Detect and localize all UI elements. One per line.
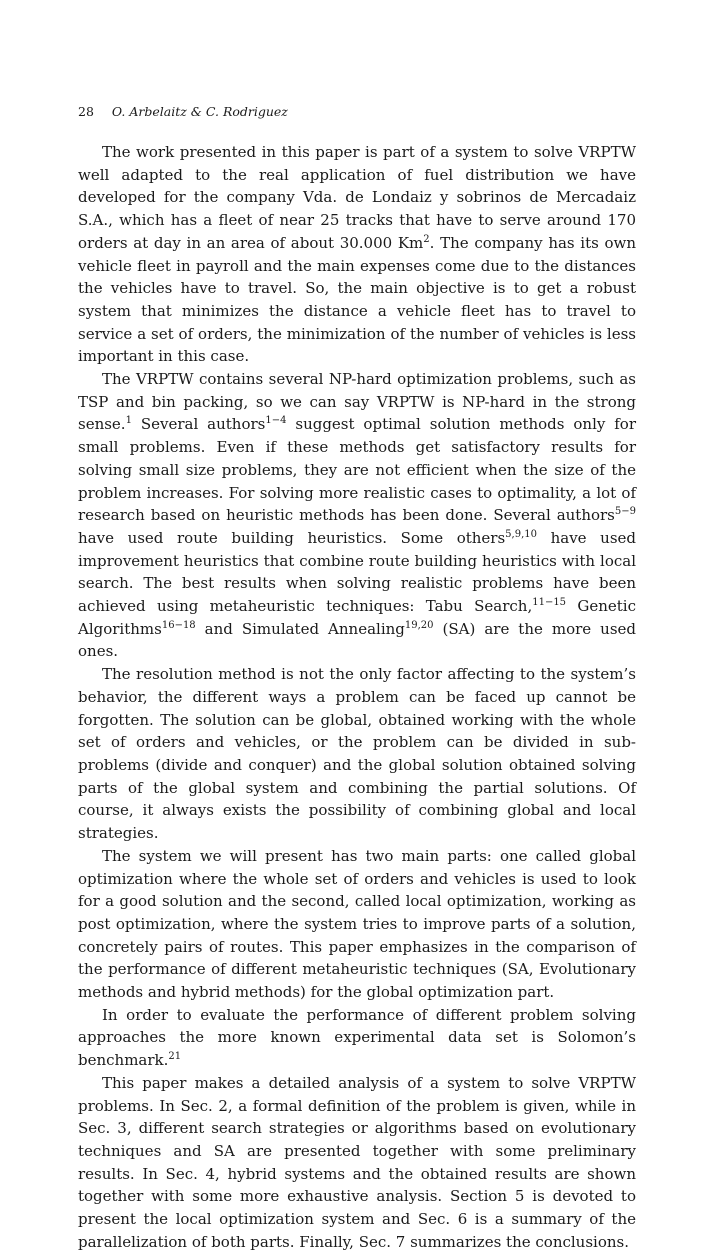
paragraph — [78, 141, 636, 368]
paragraph-text: Several authors — [131, 415, 266, 434]
paragraph-text: have used route building heuristics. Some others — [78, 528, 506, 547]
paragraph-text: and Simulated Annealing — [195, 619, 405, 638]
citation-superscript: 5−9 — [614, 506, 636, 518]
citation-superscript: 21 — [168, 1051, 182, 1063]
body-text — [78, 141, 636, 1253]
paragraph — [78, 1004, 636, 1072]
citation-superscript: 16−18 — [161, 619, 196, 631]
paragraph-text: In order to evaluate the performance of different problem solving approaches the more known experimental data set is Solomon’s benchmark. — [78, 1005, 636, 1070]
citation-superscript: 5,9,10 — [505, 528, 537, 540]
paragraph-text: have used improvement heuristics that combine route building heuristics with local search. The best results when solving realistic problems have been achieved using metaheuristic techniques: Tabu Search, — [78, 528, 636, 616]
citation-superscript: 11−15 — [532, 597, 567, 609]
paragraph-text: The system we will present has two main parts: one called global optimization where the whole set of orders and vehicles is used to look for a good solution and the second, called local optimization, working as post optimization, where the system tries to improve parts of a solution, concretely pairs of routes. This paper emphasizes in the comparison of the performance of different metaheuristic techniques (SA, Evolutionary methods and hybrid methods) for the global optimization part. — [78, 846, 636, 1002]
paragraph-text: The resolution method is not the only factor affecting to the system’s behavior, the different ways a problem can be faced up cannot be forgotten. The solution can be global, obtained working with the whole set of orders and vehicles, or the problem can be divided in sub-problems (divide and conquer) and the global solution obtained solving parts of the global system and combining the partial solutions. Of course, it always exists the possibility of combining global and local strategies. — [78, 665, 636, 843]
paragraph-text: . The company has its own vehicle fleet in payroll and the main expenses come due to the distances the vehicles have to travel. So, the main objective is to get a robust system that minimizes the distance a vehicle fleet has to travel to service a set of orders, the minimization of the number of vehicles is less important in this case. — [78, 233, 636, 366]
running-header-authors: O. Arbelaitz & C. Rodriguez — [111, 104, 288, 119]
running-header — [78, 104, 288, 120]
paragraph-text: The work presented in this paper is part of a system to solve VRPTW well adapted to the real application of fuel distribution we have developed for the company Vda. de Londaiz y sobrinos de Mercadaiz S.A., which has a fleet of near 25 tracks that have to serve around 170 orders at day in an area of about 30.000 Km — [78, 143, 636, 252]
paragraph — [78, 845, 636, 1004]
paragraph — [78, 1072, 636, 1253]
paragraph-text: Genetic Algorithms — [78, 597, 636, 638]
citation-superscript: 1−4 — [265, 415, 287, 427]
paragraph-text: (SA) are the more used ones. — [78, 619, 636, 661]
paragraph — [78, 663, 636, 845]
citation-superscript: 19,20 — [404, 619, 434, 631]
paragraph-text: The VRPTW contains several NP-hard optimization problems, such as TSP and bin packing, so we can say VRPTW is NP-hard in the strong sense. — [78, 370, 636, 434]
page-number: 28 — [78, 104, 94, 119]
citation-superscript: 2 — [423, 233, 430, 245]
paragraph-text: This paper makes a detailed analysis of a system to solve VRPTW problems. In Sec. 2, a formal definition of the problem is given, while in Sec. 3, different search strategies or algorithms based on evolutionary techniques and SA are presented together with some preliminary results. In Sec. 4, hybrid systems and the obtained results are shown together with some more exhaustive analysis. Section 5 is devoted to present the local optimization system and Sec. 6 is a summary of the parallelization of both parts. Finally, Sec. 7 summarizes the conclusions. — [78, 1073, 636, 1251]
citation-superscript: 1 — [125, 415, 132, 427]
paragraph-text: suggest optimal solution methods only for small problems. Even if these methods get satisfactory results for solving small size problems, they are not efficient when the size of the problem increases. For solving more realistic cases to optimality, a lot of research based on heuristic methods has been done. Several authors — [78, 415, 636, 525]
paragraph — [78, 368, 636, 663]
